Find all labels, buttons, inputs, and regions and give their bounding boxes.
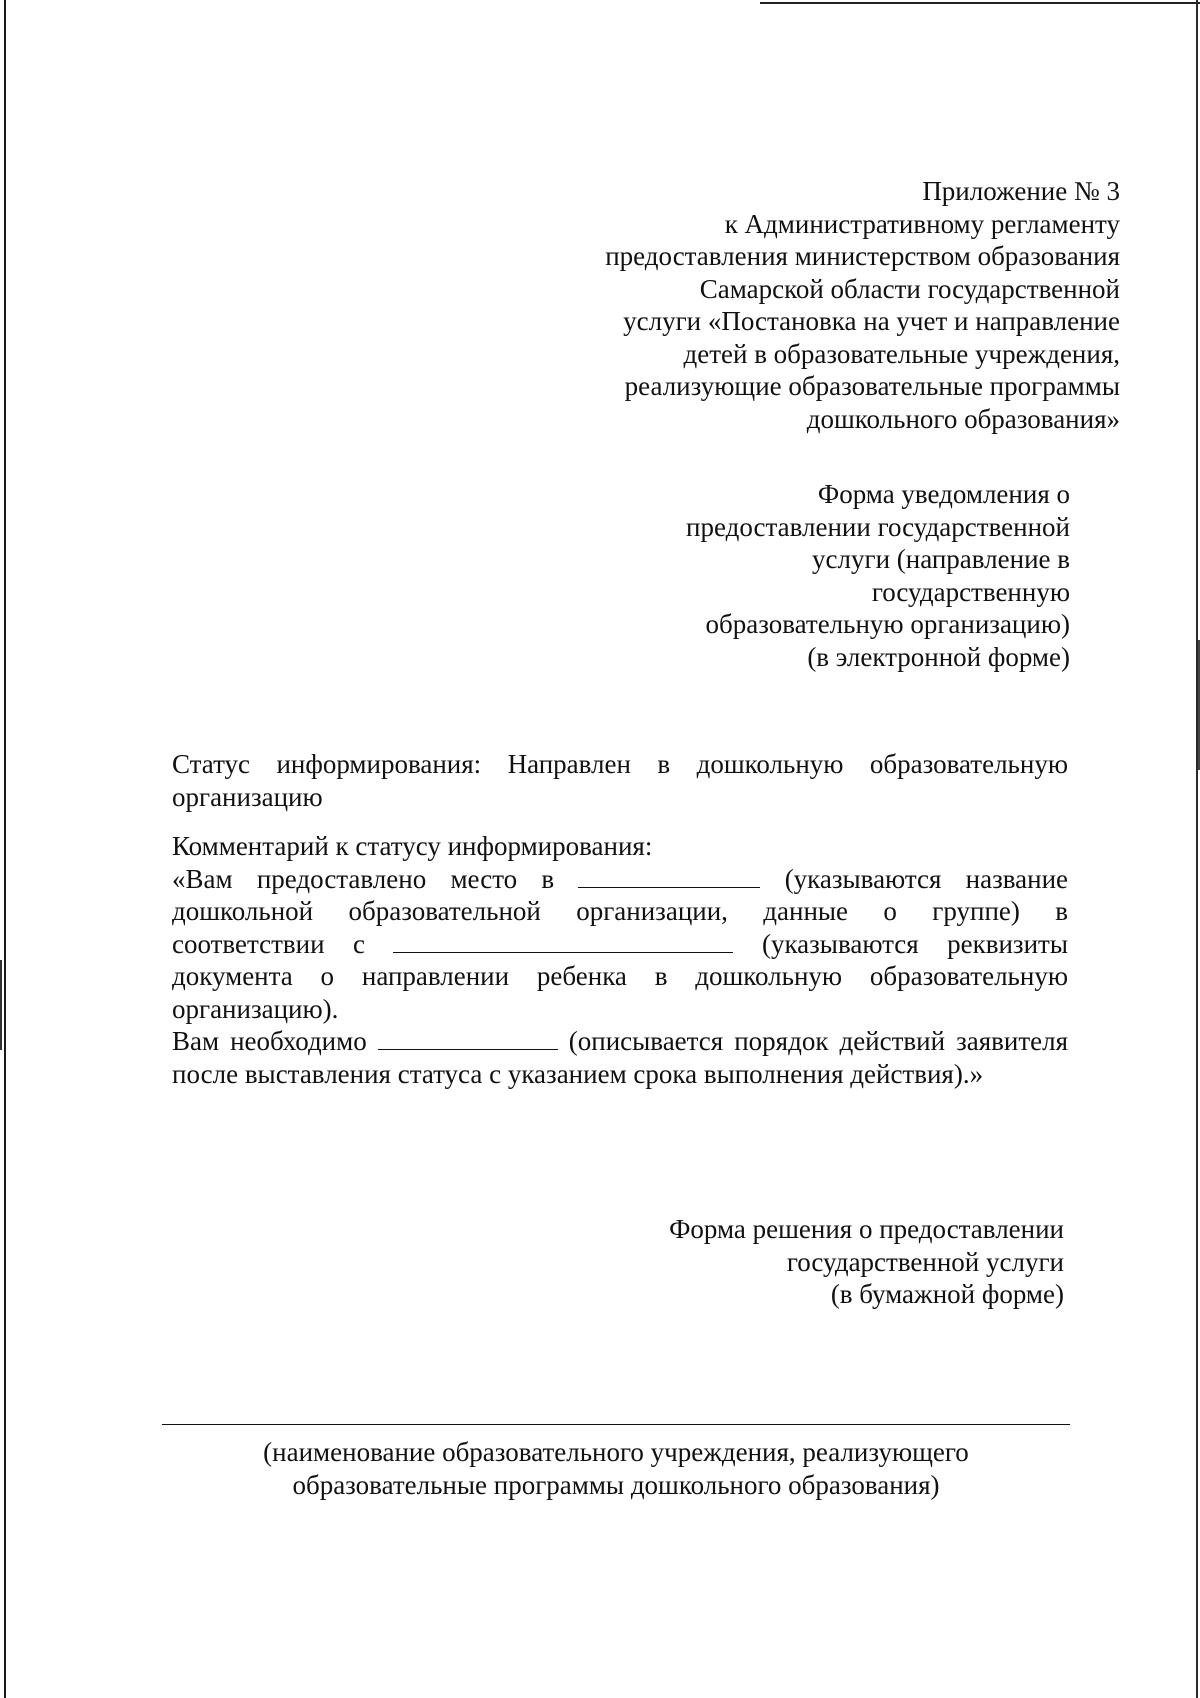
decision-form-line: Форма решения о предоставлении [669, 1214, 1064, 1244]
comment-text: (указываются название [784, 863, 1069, 894]
appendix-line: Самарской области государственной [699, 273, 1120, 304]
comment-text: соответствии с [172, 928, 366, 959]
comment-line [172, 863, 1068, 896]
comment-text: (описывается порядок действий заявителя [568, 1026, 1069, 1056]
appendix-line: Приложение № 3 [922, 176, 1120, 206]
caption-line: (наименование образовательного учреждения, реализующего [263, 1437, 969, 1467]
comment-line: организацию). [172, 993, 339, 1024]
notification-form-line: (в электронной форме) [807, 641, 1070, 672]
scan-edge-left [4, 0, 6, 1698]
comment-line: дошкольной образовательной организации, данные о группе) в [172, 896, 1068, 926]
appendix-line: детей в образовательные учреждения, [683, 338, 1120, 369]
comment-line [172, 928, 1068, 961]
comment-text: «Вам предоставлено место в [172, 863, 555, 894]
required-actions-blank [378, 1027, 558, 1050]
notification-form-line: образовательную организацию) [705, 609, 1070, 639]
appendix-line: предоставления министерством образования [605, 241, 1120, 271]
comment-line [172, 1025, 1068, 1058]
appendix-line: к Административному регламенту [724, 208, 1120, 239]
notification-form-line: услуги (направление в [812, 544, 1070, 574]
caption-line: образовательные программы дошкольного образования) [292, 1469, 940, 1500]
comment-heading: Комментарий к статусу информирования: [172, 831, 653, 861]
comment-text: Вам необходимо [172, 1026, 367, 1056]
document-details-blank [393, 930, 733, 953]
scan-edge-right [1196, 0, 1198, 1698]
comment-section [172, 830, 1068, 1090]
appendix-line: услуги «Постановка на учет и направление [623, 306, 1120, 336]
appendix-line: реализующие образовательные программы [624, 371, 1120, 401]
comment-line: после выставления статуса с указанием срока выполнения действия).» [172, 1058, 984, 1089]
scan-edge-top [760, 2, 1200, 4]
notification-form-line: государственную [871, 576, 1070, 607]
status-paragraph [172, 748, 1068, 813]
organization-name-line [162, 1424, 1070, 1425]
appendix-line: дошкольного образования» [806, 403, 1120, 434]
decision-form-line: (в бумажной форме) [830, 1279, 1064, 1309]
notification-form-line: Форма уведомления о [817, 479, 1070, 509]
decision-form-title [564, 1213, 1064, 1311]
appendix-header [500, 175, 1120, 435]
notification-form-title [570, 478, 1070, 673]
scan-edge-left-mark [0, 960, 2, 1050]
organization-caption [160, 1436, 1072, 1501]
comment-line: документа о направлении ребенка в дошкольную образовательную [172, 961, 1068, 991]
status-text: Статус информирования: Направлен в дошкольную образовательную организацию [172, 749, 1068, 812]
organization-name-blank [578, 865, 760, 888]
decision-form-line: государственной услуги [786, 1246, 1064, 1277]
comment-text: (указываются реквизиты [761, 928, 1068, 959]
notification-form-line: предоставлении государственной [686, 511, 1070, 542]
